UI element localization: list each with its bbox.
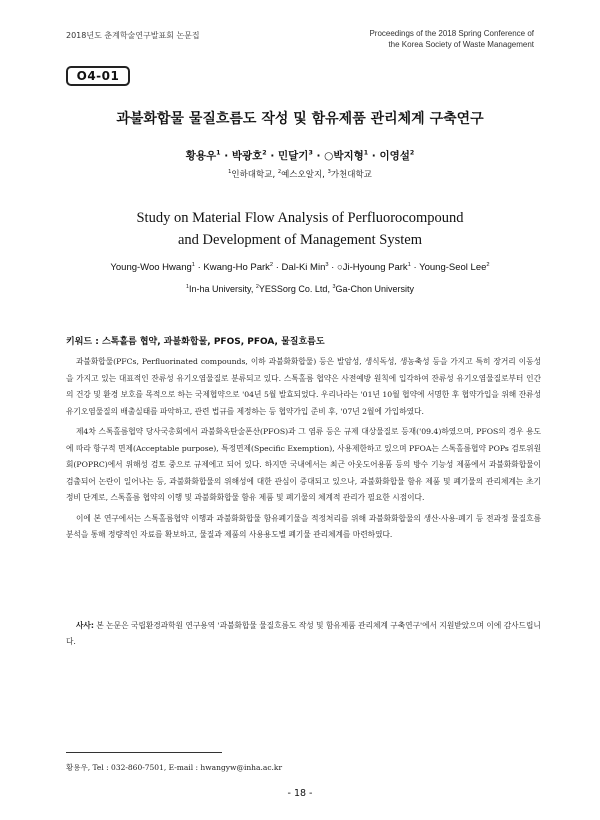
author-en: Dal-Ki Min$^3$ <box>281 261 329 273</box>
abstract-body <box>66 354 541 548</box>
author-en: Young-Woo Hwang$^1$ <box>110 261 195 273</box>
running-header-left: 2018년도 춘계학술연구발표회 논문집 <box>66 31 200 40</box>
english-title-line2: and Development of Management System <box>177 232 423 248</box>
acknowledgement-label: 사사: <box>76 621 94 630</box>
author-ko: 민달기$^3$ <box>278 149 313 162</box>
acknowledgement <box>66 618 541 650</box>
author-ko: 황용우$^1$ <box>185 149 221 162</box>
paper-code-badge: O4-01 <box>66 66 130 86</box>
korean-title: 과불화합물 물질흐름도 작성 및 함유제품 관리체계 구축연구 <box>116 111 484 127</box>
contact-footnote: 황용우, Tel : 032-860-7501, E-mail : hwangyw@inha.ac.kr <box>66 763 283 772</box>
acknowledgement-text: 본 논문은 국립환경과학원 연구용역 '과불화합물 물질흐름도 작성 및 함유제품 관리체계 구축연구'에서 지원받았으며 이에 감사드립니다. <box>66 621 541 646</box>
body-paragraph: 과불화합물(PFCs, Perfluorinated compounds, 이하 과불화화합물) 등은 발암성, 생식독성, 생농축성 등을 가지고 특히 장거리 이동성을 가지고 있는 대표적인 잔류성 유기오염물질로 분류되고 있다. 스톡홀름 협약은 사전예방 원칙에 입각하여 잔류성 유기오염물질로부터 인간의 건강 및 환경 보호를 목적으로 하는 국제협약으로 '04년 5월 발효되었다. 우리나라는 '01년 10월 협약에 서명한 후 협약가입을 위해 잔류성유기오염물질의 배출실태를 파악하고, 관련 법규를 제정하는 등 협약가입 준비 후, '07년 2월에 가입하였다. <box>66 357 541 416</box>
running-header-right-line2: the Korea Society of Waste Management <box>388 40 534 49</box>
keywords: 키워드 : 스톡홀름 협약, 과불화합물, PFOS, PFOA, 물질흐름도 <box>66 337 325 347</box>
author-en-presenter: ○Ji-Hyoung Park$^1$ <box>336 261 411 273</box>
running-header-right-line1: Proceedings of the 2018 Spring Conference of <box>369 29 534 38</box>
english-authors: Young-Woo Hwang$^1$ · Kwang-Ho Park$^2$ · Dal-Ki Min$^3$ · ○Ji-Hyoung Park$^1$ · Young-Seol Lee$^2$ <box>110 261 490 273</box>
korean-affiliations: $^1$인하대학교, $^2$예스오알지, $^3$가천대학교 <box>228 169 372 180</box>
footnote-divider <box>66 752 222 753</box>
author-ko-presenter: ○박지형$^1$ <box>324 149 369 162</box>
english-title <box>0 207 600 251</box>
page-number: - 18 - <box>287 788 313 799</box>
running-header-right <box>369 28 534 50</box>
body-paragraph: 제4차 스톡홀름협약 당사국총회에서 과불화옥탄술폰산(PFOS)과 그 염류 등은 규제 대상물질로 등재('09.4)하였으며, PFOS의 경우 용도에 따라 항구적 면제(Acceptable purpose), 특정면제(Specific Exemption), 사용제한하고 있으며 PFOA는 스톡홀름협약 POPs 검토위원회(POPRC)에서 위해성 검토 중으로 규제에고 되어 있다. 하지만 국내에서는 최근 아웃도어용품 등의 방수 기능성 제품에서 과불화화합물이 검출되어 논란이 일어나는 등, 과불화화합물의 위해성에 대한 관심이 증대되고 있으나, 과불화화합물 함유 제품 및 폐기물의 관리체계는 초기 정비 단계로, 스톡홀름 협약의 이행 및 과불화화합물 함유 제품 및 폐기물의 체계적 관리가 필요한 시점이다. <box>66 427 541 502</box>
author-ko: 이영설$^2$ <box>379 149 415 162</box>
english-title-line1: Study on Material Flow Analysis of Perfluorocompound <box>136 210 464 226</box>
english-affiliations: $^1$In-ha University, $^2$YESSorg Co. Ltd, $^3$Ga-Chon University <box>186 284 414 294</box>
body-paragraph: 이에 본 연구에서는 스톡홀름협약 이행과 과불화화합물 함유폐기물을 적정처리를 위해 과불화화합물의 생산·사용·폐기 등 전과정 물질흐름분석을 통해 정량적인 자료를 확보하고, 물질과 제품의 사용용도별 폐기물 관리체계를 마련하였다. <box>66 513 541 539</box>
author-en: Young-Seol Lee$^2$ <box>419 261 490 273</box>
author-en: Kwang-Ho Park$^2$ <box>203 261 274 273</box>
korean-authors: 황용우$^1$ · 박광호$^2$ · 민달기$^3$ · ○박지형$^1$ · 이영설$^2$ <box>185 149 415 162</box>
author-ko: 박광호$^2$ <box>231 149 267 162</box>
